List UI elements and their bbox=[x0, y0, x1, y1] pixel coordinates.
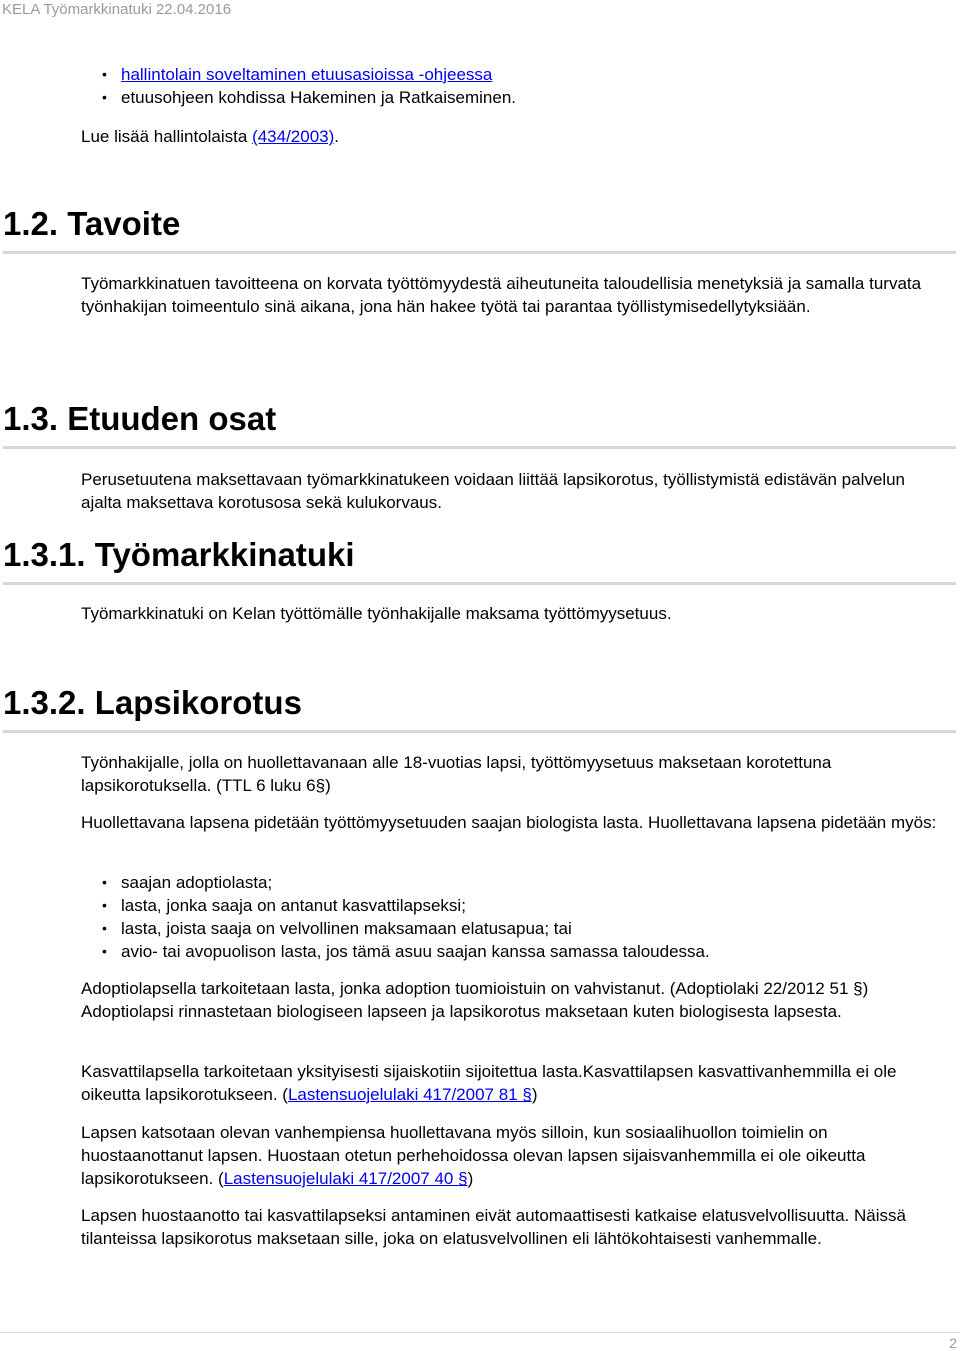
list-item: • saajan adoptiolasta; bbox=[81, 871, 938, 894]
footer-divider bbox=[0, 1332, 960, 1333]
section-heading: 1.3.2. Lapsikorotus bbox=[3, 684, 956, 733]
section-heading: 1.3. Etuuden osat bbox=[3, 400, 956, 449]
paragraph: Perusetuutena maksettavaan työmarkkinatukeen voidaan liittää lapsikorotus, työllistymistä edistävän palvelun ajalta maksettava korotusosa sekä kulukorvaus. bbox=[81, 470, 906, 512]
list-item: • avio- tai avopuolison lasta, jos tämä asuu saajan kanssa samassa taloudessa. bbox=[81, 940, 938, 963]
law-link[interactable]: Lastensuojelulaki 417/2007 81 § bbox=[287, 1085, 532, 1104]
law-link[interactable]: (434/2003) bbox=[252, 127, 335, 146]
paragraph: Kasvattilapsella tarkoitetaan yksityisesti sijaiskotiin sijoitettua lasta.Kasvattilapsen kasvattivanhemmilla ei ole oikeutta lapsikorotukseen. (Lastensuojelulaki 417/2007 81 §) bbox=[81, 1062, 897, 1104]
paragraph: Lapsen huostaanotto tai kasvattilapseksi antaminen eivät automaattisesti katkaise elatusvelvollisuutta. Näissä tilanteissa lapsikorotus maksetaan sille, joka on elatusvelvollinen eli lähtökohtaisesti vanhemmalle. bbox=[81, 1206, 906, 1248]
read-more-paragraph: Lue lisää hallintolaista (434/2003). bbox=[81, 127, 340, 146]
section-heading: 1.2. Tavoite bbox=[3, 205, 956, 254]
paragraph: Lapsen katsotaan olevan vanhempiensa huollettavana myös silloin, kun sosiaalihuollon toimielin on huostaanottanut lapsen. Huostaan otetun perhehoidossa olevan lapsen sijaisvanhemmilla ei ole oikeutta lapsikorotukseen. (Lastensuojelulaki 417/2007 40 §) bbox=[81, 1123, 866, 1188]
paragraph: Työnhakijalle, jolla on huollettavanaan alle 18-vuotias lapsi, työttömyysetuus maksetaan korotettuna lapsikorotuksella. (TTL 6 luku 6§) bbox=[81, 753, 832, 795]
guide-link[interactable]: hallintolain soveltaminen etuusasioissa -ohjeessa bbox=[121, 65, 493, 84]
list-item bbox=[81, 63, 938, 86]
reference-list bbox=[81, 63, 938, 109]
list-item: • lasta, jonka saaja on antanut kasvattilapseksi; bbox=[81, 894, 938, 917]
list-item: • lasta, joista saaja on velvollinen maksamaan elatusapua; tai bbox=[81, 917, 938, 940]
paragraph: Työmarkkinatuen tavoitteena on korvata työttömyydestä aiheutuneita taloudellisia menetyksiä ja samalla turvata työnhakijan toimeentulo sinä aikana, jona hän hakee työtä tai parantaa työllistymisedellytyksiään. bbox=[81, 274, 922, 316]
law-link[interactable]: Lastensuojelulaki 417/2007 40 § bbox=[223, 1169, 468, 1188]
paragraph: Huollettavana lapsena pidetään työttömyysetuuden saajan biologista lasta. Huollettavana lapsena pidetään myös: bbox=[81, 813, 937, 832]
list-item: • etuusohjeen kohdissa Hakeminen ja Ratkaiseminen. bbox=[81, 86, 938, 109]
bullet-list bbox=[81, 871, 938, 963]
page-number: 2 bbox=[949, 1335, 957, 1351]
paragraph: Adoptiolapsella tarkoitetaan lasta, jonka adoption tuomioistuin on vahvistanut. (Adoptiolaki 22/2012 51 §) Adoptiolapsi rinnastetaan biologiseen lapseen ja lapsikorotus maksetaan kuten biologisesta lapsesta. bbox=[81, 979, 869, 1021]
paragraph: Työmarkkinatuki on Kelan työttömälle työnhakijalle maksama työttömyysetuus. bbox=[81, 604, 672, 623]
section-heading: 1.3.1. Työmarkkinatuki bbox=[3, 536, 956, 585]
page-header: KELA Työmarkkinatuki 22.04.2016 bbox=[2, 1, 232, 18]
